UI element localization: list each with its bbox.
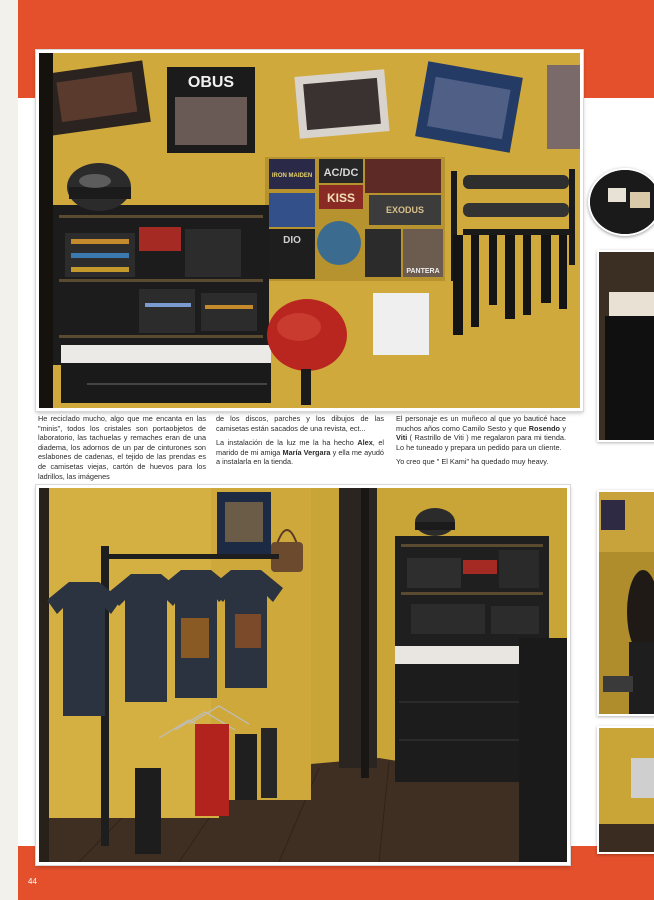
text-column-3 <box>396 414 566 472</box>
photo-side-middle <box>597 490 654 716</box>
patch-iron-maiden: IRON MAIDEN <box>271 173 313 179</box>
patch-kiss: KISS <box>326 191 356 205</box>
paragraph-lighting <box>216 438 384 467</box>
poster-5 <box>547 65 580 149</box>
shop-wall-illustration <box>39 53 580 408</box>
lighting-text-3: y ella me ayudó a instalarla en la tienda. <box>216 447 384 467</box>
photo-side-top <box>597 250 654 442</box>
character-text-1: El personaje es un muñeco al que yo bauticé hace muchos años como Camilo Sesto y que <box>396 414 566 433</box>
name-rosendo: Rosendo <box>528 423 560 433</box>
patches-board <box>265 157 445 281</box>
lighting-text-2: , el marido de mi amiga <box>216 438 385 457</box>
name-maria-vergara: María Vergara <box>282 447 331 457</box>
paragraph-character <box>396 414 566 452</box>
helmet-icon <box>67 163 131 211</box>
paragraph-kami: Yo creo que " El Kami" ha quedado muy heavy. <box>396 457 549 467</box>
poster-3 <box>294 69 389 139</box>
patch-dio: DIO <box>283 235 301 246</box>
poster-obus-title: OBUS <box>187 74 235 91</box>
character-text-2: y <box>560 423 566 433</box>
paper-bag <box>373 293 429 355</box>
name-alex: Alex <box>357 438 373 448</box>
helmet-icon <box>415 508 455 536</box>
text-column-2 <box>216 414 384 472</box>
text-column-1 <box>38 414 206 486</box>
page-gutter <box>0 0 18 900</box>
paragraph-recycling: He reciclado mucho, algo que me encanta en las "minis", todos los cristales son portaobjetos de laboratorio, las tachuelas y remaches eran de una diadema, los adornos de un par de cinturones son eslabones de cadenas, el tejido de las prendas es de camisetas viejas, cartón de huevos para los ladrillos, las imágenes <box>38 414 206 481</box>
patch-exodus: EXODUS <box>385 205 425 215</box>
paragraph-discs: de los discos, parches y los dibujos de las camisetas están sacados de una revista, ect... <box>216 414 384 433</box>
photo-clothing-room <box>36 485 570 865</box>
clothing-room-illustration <box>39 488 567 862</box>
poster-obus <box>167 67 255 153</box>
character-text-3: ( Rastrillo de Viti ) me regalaron para mi tienda. Lo he tuneado y prepara un pedido para un cliente. <box>396 433 566 452</box>
photo-shop-wall <box>36 50 583 411</box>
name-viti: Viti <box>396 433 408 443</box>
photo-side-bottom <box>597 726 654 854</box>
thumbnail-inset <box>588 168 654 236</box>
patch-acdc: AC/DC <box>323 167 359 179</box>
shelf-unit <box>53 205 271 403</box>
page-number: 44 <box>28 877 37 886</box>
patch-pantera: PANTERA <box>406 268 440 275</box>
lighting-text-1: La instalación de la luz me la ha hecho <box>216 438 358 448</box>
